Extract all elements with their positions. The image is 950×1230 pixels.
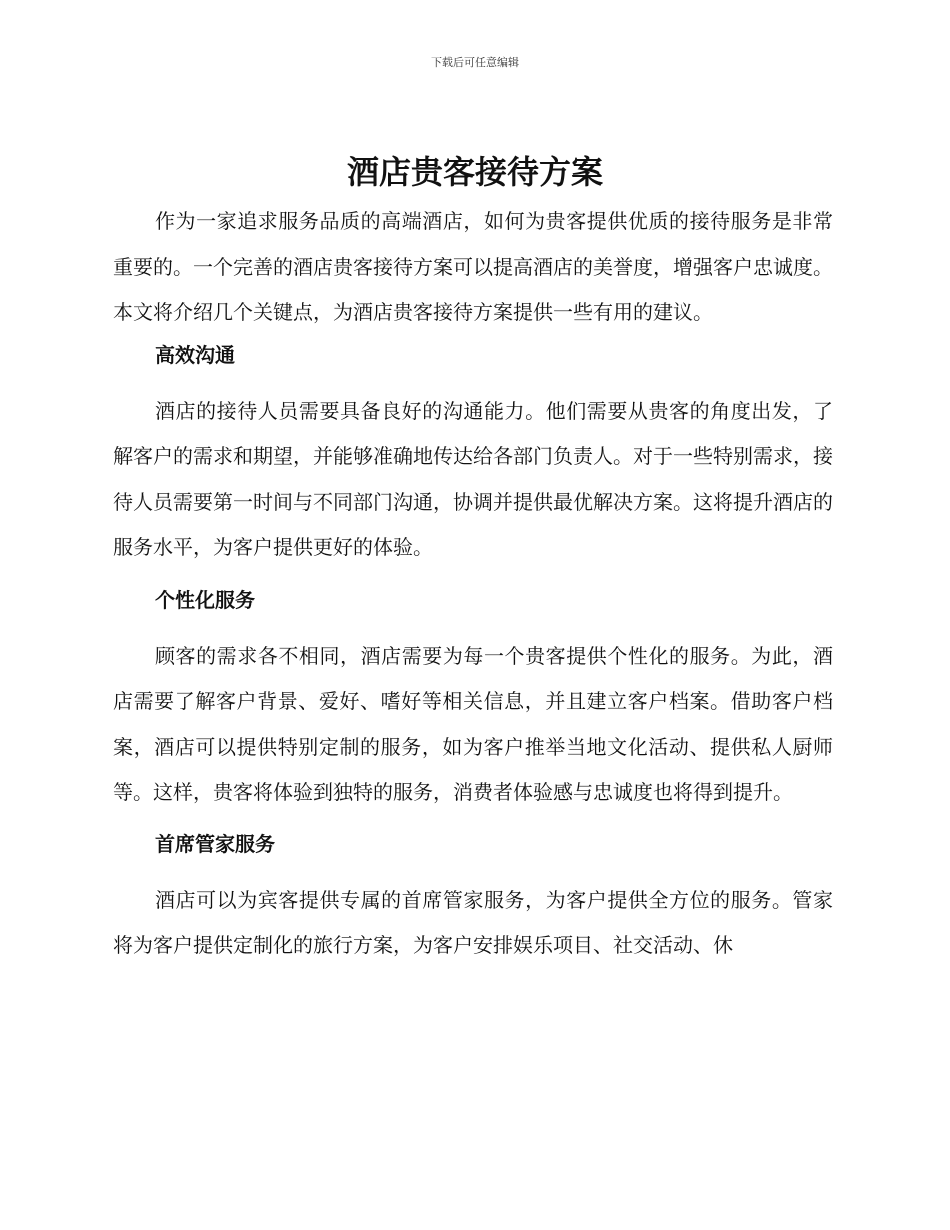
header-note: 下载后可任意编辑	[431, 56, 519, 69]
section-body-communication: 酒店的接待人员需要具备良好的沟通能力。他们需要从贵客的角度出发，了解客户的需求和期望，并能够准确地传达给各部门负责人。对于一些特别需求，接待人员需要第一时间与不同部门沟通，协调并提供最优解决方案。这将提升酒店的服务水平，为客户提供更好的体验。	[113, 398, 833, 559]
section-body-butler-service: 酒店可以为宾客提供专属的首席管家服务，为客户提供全方位的服务。管家将为客户提供定制化的旅行方案，为客户安排娱乐项目、社交活动、休	[113, 887, 833, 957]
section-heading-personalized-service: 个性化服务	[155, 587, 255, 612]
intro-paragraph: 作为一家追求服务品质的高端酒店，如何为贵客提供优质的接待服务是非常重要的。一个完善的酒店贵客接待方案可以提高酒店的美誉度，增强客户忠诚度。本文将介绍几个关键点，为酒店贵客接待方案提供一些有用的建议。	[113, 209, 833, 324]
section-heading-communication: 高效沟通	[155, 342, 235, 367]
section-body-personalized-service: 顾客的需求各不相同，酒店需要为每一个贵客提供个性化的服务。为此，酒店需要了解客户背景、爱好、嗜好等相关信息，并且建立客户档案。借助客户档案，酒店可以提供特别定制的服务，如为客户推举当地文化活动、提供私人厨师等。这样，贵客将体验到独特的服务，消费者体验感与忠诚度也将得到提升。	[113, 643, 833, 804]
document-title: 酒店贵客接待方案	[346, 153, 603, 191]
section-heading-butler-service: 首席管家服务	[155, 831, 275, 856]
document-body	[113, 199, 833, 969]
